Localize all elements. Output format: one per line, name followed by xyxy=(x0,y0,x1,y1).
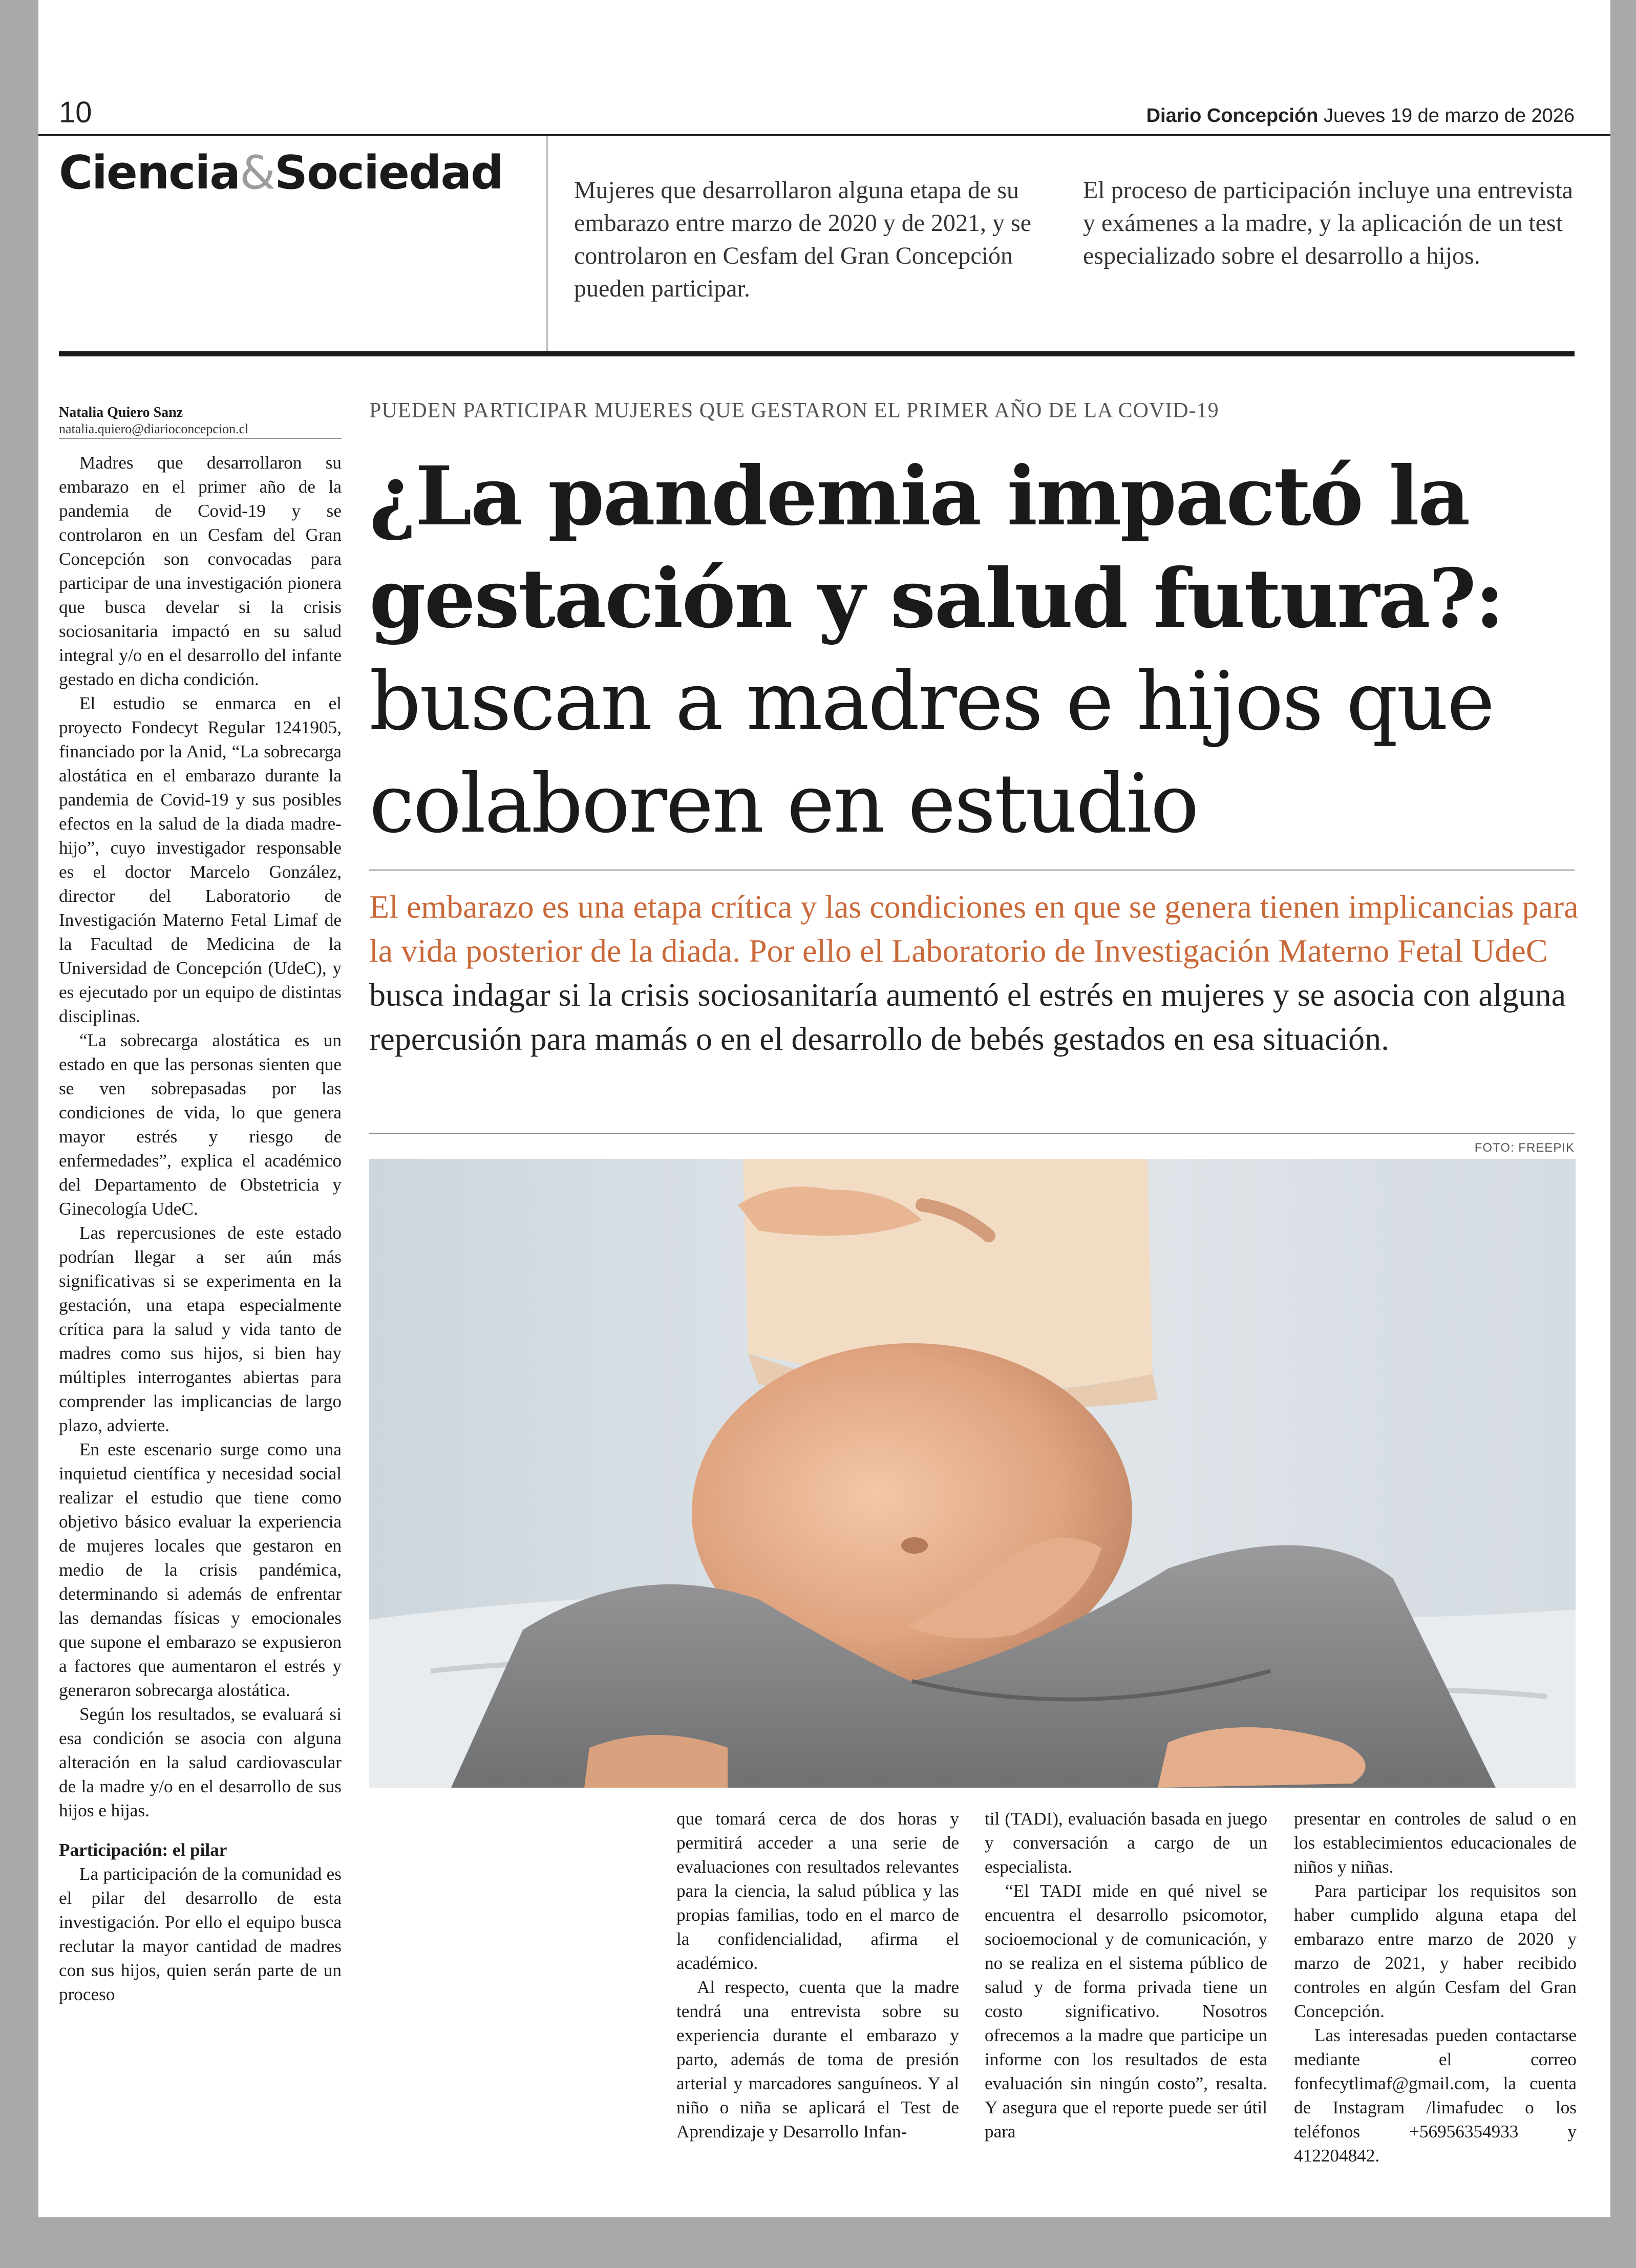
subheading: Participación: el pilar xyxy=(59,1840,227,1860)
teaser-1: Mujeres que desarrollaron alguna etapa de su embarazo entre marzo de 2020 y de 2021, y se controlaron en Cesfam del Gran Concepción pueden participar. xyxy=(574,177,1031,302)
paragraph: Al respecto, cuenta que la madre tendrá una entrevista sobre su experiencia durante el embarazo y parto, además de toma de presión arterial y marcadores sanguíneos. Y al niño o niña se aplicará el Test de Aprendizaje y Desarrollo Infan- xyxy=(676,1977,959,2142)
body-column-1 xyxy=(59,451,342,2006)
section-word-1: Ciencia xyxy=(59,146,240,200)
paragraph: En este escenario surge como una inquietud científica y necesidad social realizar el estudio que tiene como objetivo básico evaluar la experiencia de mujeres locales que gestaron en medio de la crisis pandémica, determinando si además de enfrentar las demandas físicas y emocionales que supone el embarazo se expusieron a factores que aumentaron el estrés y generaron sobrecarga alostática. xyxy=(59,1439,342,1700)
paragraph: “La sobrecarga alostática es un estado en que las personas sienten que se ven sobrepasadas por las condiciones de vida, lo que genera mayor estrés y riesgo de enfermedades”, explica el académico del Departamento de Obstetricia y Ginecología UdeC. xyxy=(59,1030,342,1219)
body-column-2 xyxy=(676,1807,959,2144)
deck-rule-bottom xyxy=(369,1133,1575,1134)
paragraph: Según los resultados, se evaluará si esa condición se asocia con alguna alteración en la salud cardiovascular de la madre y/o en el desarrollo de sus hijos e hijas. xyxy=(59,1704,342,1820)
body-column-3 xyxy=(985,1807,1267,2144)
byline-rule xyxy=(59,438,342,439)
paragraph: Las interesadas pueden contactarse mediante el correo fonfecytlimaf@gmail.com, la cuenta de Instagram /limafudec o los teléfonos +56956354933 y 412204842. xyxy=(1294,2025,1577,2166)
page-number: 10 xyxy=(59,96,92,129)
paper-name: Diario Concepción xyxy=(1146,105,1319,126)
paragraph: Madres que desarrollaron su embarazo en el primer año de la pandemia de Covid-19 y se controlaron en un Cesfam del Gran Concepción son convocadas para participar de una investigación pionera que busca develar si la crisis sociosanitaria impactó en su salud integral y/o en el desarrollo del infante gestado en dicha condición. xyxy=(59,453,342,689)
deck-rule-top xyxy=(369,870,1575,871)
section-rule xyxy=(59,351,1575,356)
deck xyxy=(369,885,1588,1061)
issue-date: Jueves 19 de marzo de 2026 xyxy=(1323,105,1575,126)
paragraph: Para participar los requisitos son haber cumplido alguna etapa del embarazo entre marzo de 2020 y marzo de 2021, y haber recibido controles en algún Cesfam del Gran Concepción. xyxy=(1294,1881,1577,2021)
header-divider xyxy=(546,136,548,351)
header-rule xyxy=(38,134,1610,136)
byline-email: natalia.quiero@diarioconcepcion.cl xyxy=(59,421,249,436)
paragraph: til (TADI), evaluación basada en juego y conversación a cargo de un especialista. xyxy=(985,1809,1267,1877)
paragraph: que tomará cerca de dos horas y permitirá acceder a una serie de evaluaciones con resultados relevantes para la ciencia, la salud pública y las propias familias, todo en el marco de la confidencialidad, afirma el académico. xyxy=(676,1809,959,1973)
headline-bold: ¿La pandemia impactó la gestación y salud futura?: xyxy=(369,449,1503,646)
deck-highlight: El embarazo es una etapa crítica y las condiciones en que se genera tienen implicancias para la vida posterior de la diada. Por ello el Laboratorio de Investigación Materno Fetal UdeC xyxy=(369,888,1579,969)
kicker: PUEDEN PARTICIPAR MUJERES QUE GESTARON EL PRIMER AÑO DE LA COVID-19 xyxy=(369,399,1219,422)
newspaper-page xyxy=(38,0,1610,2217)
paragraph: Las repercusiones de este estado podrían llegar a ser aún más significativas si se experimenta en la gestación, una etapa especialmente crítica para la salud y vida tanto de madres como sus hijos, si bien hay múltiples interrogantes abiertas para comprender las implicancias de largo plazo, advierte. xyxy=(59,1223,342,1435)
paragraph: presentar en controles de salud o en los establecimientos educacionales de niños y niñas. xyxy=(1294,1809,1577,1877)
body-column-4 xyxy=(1294,1807,1577,2168)
section-ampersand: & xyxy=(239,146,275,200)
section-title xyxy=(59,146,503,200)
headline-light: buscan a madres e hijos que colaboren en estudio xyxy=(369,654,1494,851)
pregnant-woman-photo xyxy=(369,1159,1576,1788)
photo-credit: FOTO: FREEPIK xyxy=(1474,1141,1575,1155)
deck-rest: busca indagar si la crisis sociosanitaría aumentó el estrés en mujeres y se asocia con alguna repercusión para mamás o en el desarrollo de bebés gestados en esa situación. xyxy=(369,977,1566,1057)
paragraph: El estudio se enmarca en el proyecto Fondecyt Regular 1241905, financiado por la Anid, “La sobrecarga alostática en el embarazo durante la pandemia de Covid-19 y sus posibles efectos en la salud de la diada madre-hijo”, cuyo investigador responsable es el doctor Marcelo González, director del Laboratorio de Investigación Materno Fetal Limaf de la Facultad de Medicina de la Universidad de Concepción (UdeC), y es ejecutado por un equipo de distintas disciplinas. xyxy=(59,693,342,1026)
masthead xyxy=(1146,105,1575,127)
paragraph: “El TADI mide en qué nivel se encuentra el desarrollo psicomotor, socioemocional y de comunicación, y no se realiza en el sistema público de salud y de forma privada tiene un costo significativo. Nosotros ofrecemos a la madre que participe un informe con los resultados de esta evaluación sin ningún costo”, resalta. Y asegura que el reporte puede ser útil para xyxy=(985,1881,1267,2142)
section-word-2: Sociedad xyxy=(274,146,503,200)
teaser-2: El proceso de participación incluye una entrevista y exámenes a la madre, y la aplicación de un test especializado sobre el desarrollo a hijos. xyxy=(1083,177,1573,269)
byline-name: Natalia Quiero Sanz xyxy=(59,405,183,420)
paragraph: La participación de la comunidad es el pilar del desarrollo de esta investigación. Por ello el equipo busca reclutar la mayor cantidad de madres con sus hijos, quien serán parte de un proceso xyxy=(59,1864,342,2004)
